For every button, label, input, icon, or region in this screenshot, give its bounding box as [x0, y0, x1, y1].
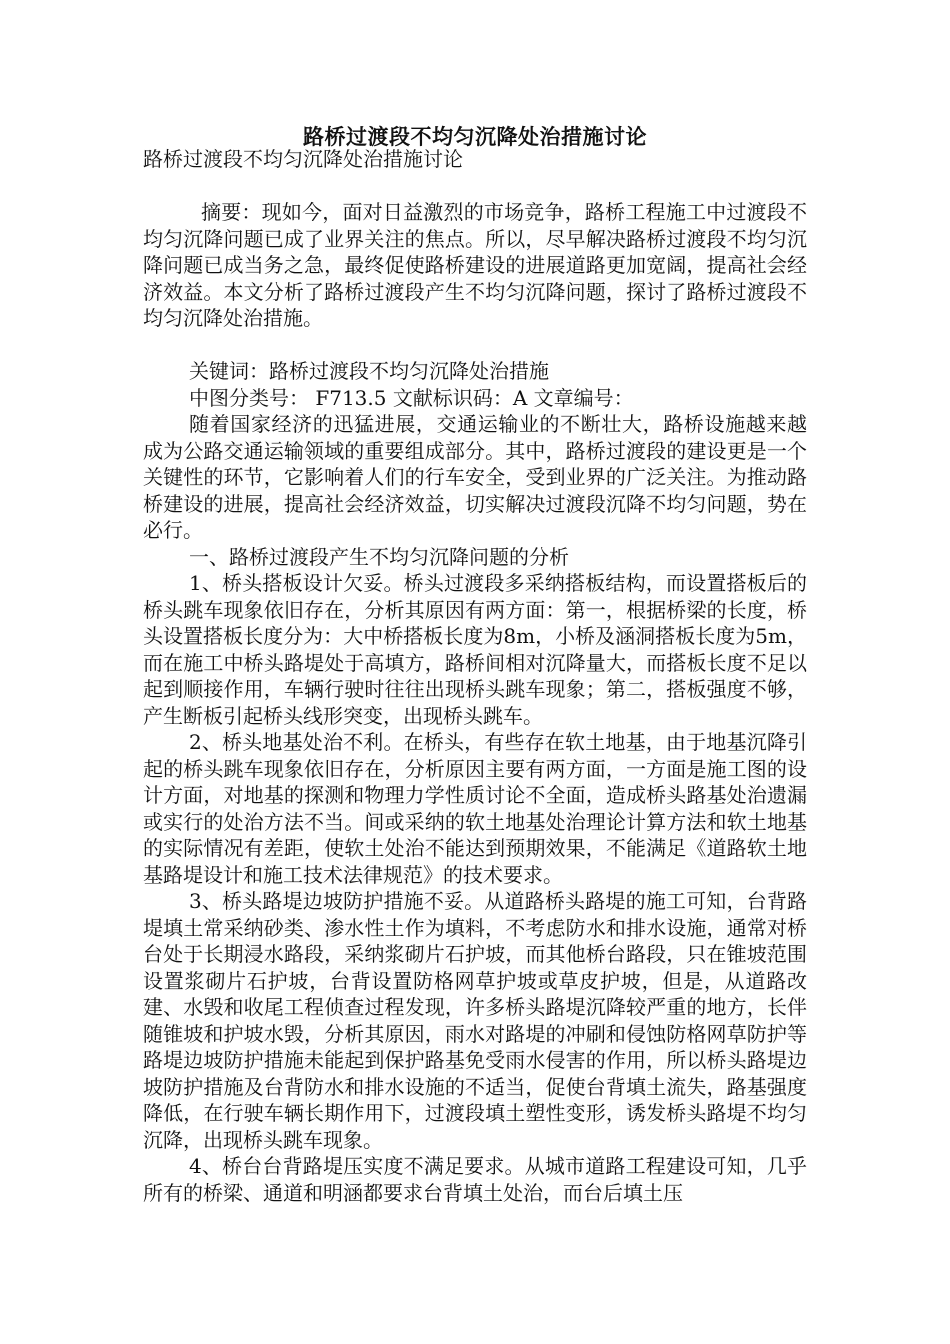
body-paragraph-4: 4、桥台台背路堤压实度不满足要求。从城市道路工程建设可知，几乎所有的桥梁、通道和明涵都要求台背填土处治，而台后填土压	[143, 1154, 807, 1205]
document-body	[143, 146, 807, 1206]
abstract-paragraph: 摘要：现如今，面对日益激烈的市场竞争，路桥工程施工中过渡段不均匀沉降问题已成了业界关注的焦点。所以，尽早解决路桥过渡段不均匀沉降问题已成当务之急，最终促使路桥建设的进展道路更加宽阔，提高社会经济效益。本文分析了路桥过渡段产生不均匀沉降问题，探讨了路桥过渡段不均匀沉降处治措施。	[143, 200, 807, 330]
keywords-line: 关键词：路桥过渡段不均匀沉降处治措施	[189, 359, 549, 383]
paragraph-spacer	[143, 332, 807, 359]
section-heading: 一、路桥过渡段产生不均匀沉降问题的分析	[189, 544, 569, 569]
body-paragraph-1: 1、桥头搭板设计欠妥。桥头过渡段多采纳搭板结构，而设置搭板后的桥头跳车现象依旧存在，分析其原因有两方面：第一，根据桥梁的长度，桥头设置搭板长度分为：大中桥搭板长度为8m，小桥及涵洞搭板长度为5m，而在施工中桥头路堤处于高填方，路桥间相对沉降量大，而搭板长度不足以起到顺接作用，车辆行驶时往往出现桥头跳车现象；第二，搭板强度不够，产生断板引起桥头线形突变，出现桥头跳车。	[143, 571, 807, 728]
document-subtitle: 路桥过渡段不均匀沉降处治措施讨论	[143, 147, 463, 171]
body-paragraph-3: 3、桥头路堤边坡防护措施不妥。从道路桥头路堤的施工可知，台背路堤填土常采纳砂类、渗水性土作为填料，不考虑防水和排水设施，通常对桥台处于长期浸水路段，采纳浆砌片石护坡，而其他桥台路段，只在锥坡范围设置浆砌片石护坡，台背设置防格网草护坡或草皮护坡，但是，从道路改建、水毁和收尾工程侦查过程发现，许多桥头路堤沉降较严重的地方，长伴随锥坡和护坡水毁，分析其原因，雨水对路堤的冲刷和侵蚀防格网草防护等路堤边坡防护措施未能起到保护路基免受雨水侵害的作用，所以桥头路堤边坡防护措施及台背防水和排水设施的不适当，促使台背填土流失，路基强度降低，在行驶车辆长期作用下，过渡段填土塑性变形，诱发桥头路堤不均匀沉降，出现桥头跳车现象。	[143, 889, 807, 1152]
intro-paragraph: 随着国家经济的迅猛进展，交通运输业的不断壮大，路桥设施越来越成为公路交通运输领域的重要组成部分。其中，路桥过渡段的建设更是一个关键性的环节，它影响着人们的行车安全，受到业界的广泛关注。为推动路桥建设的进展，提高社会经济效益，切实解决过渡段沉降不均匀问题，势在必行。	[143, 412, 807, 542]
body-paragraph-2: 2、桥头地基处治不利。在桥头，有些存在软土地基，由于地基沉降引起的桥头跳车现象依旧存在，分析原因主要有两方面，一方面是施工图的设计方面，对地基的探测和物理力学性质讨论不全面，造成桥头路基处治遗漏或实行的处治方法不当。间或采纳的软土地基处治理论计算方法和软土地基的实际情况有差距，使软土处治不能达到预期效果，不能满足《道路软土地基路堤设计和施工技术法律规范》的技术要求。	[143, 730, 807, 887]
document-title: 路桥过渡段不均匀沉降处治措施讨论	[303, 124, 647, 149]
classification-line: 中图分类号： F713.5 文献标识码：A 文章编号：	[189, 385, 634, 410]
